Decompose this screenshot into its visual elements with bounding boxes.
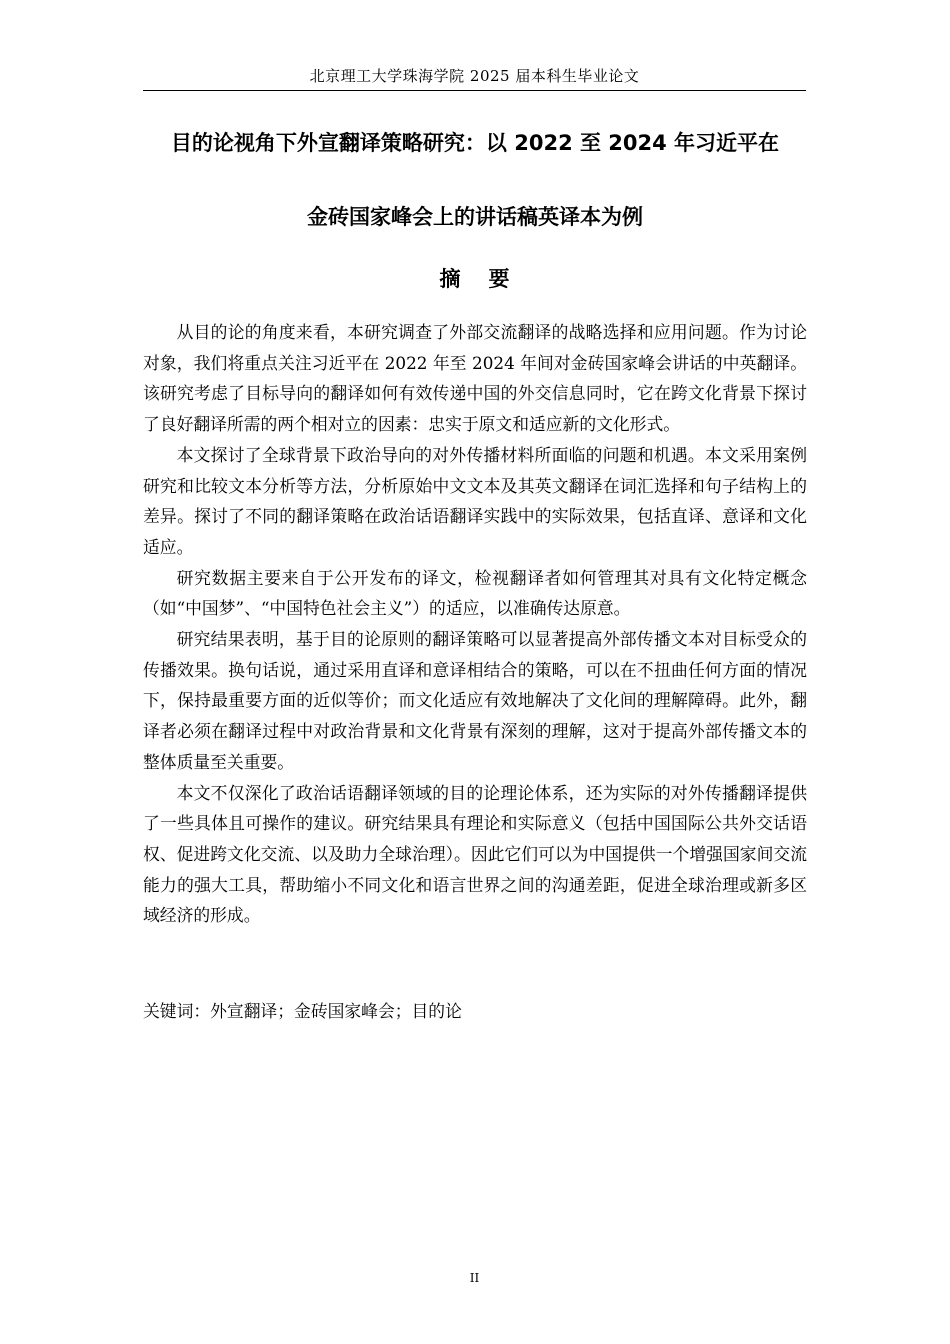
page-number: II [469,1271,480,1285]
abstract-paragraph-5: 本文不仅深化了政治话语翻译领域的目的论理论体系，还为实际的对外传播翻译提供了一些具体且可操作的建议。研究结果具有理论和实际意义（包括中国国际公共外交话语权、促进跨文化交流、以及助力全球治理）。因此它们可以为中国提供一个增强国家间交流能力的强大工具，帮助缩小不同文化和语言世界之间的沟通差距，促进全球治理或新多区域经济的形成。 [143,782,807,926]
header-divider [143,90,806,91]
abstract-paragraph-2: 本文探讨了全球背景下政治导向的对外传播材料所面临的问题和机遇。本文采用案例研究和比较文本分析等方法，分析原始中文文本及其英文翻译在词汇选择和句子结构上的差异。探讨了不同的翻译策略在政治话语翻译实践中的实际效果，包括直译、意译和文化适应。 [143,444,807,557]
thesis-title-line-1: 目的论视角下外宣翻译策略研究：以 2022 至 2024 年习近平在 [170,131,780,155]
abstract-paragraph-1: 从目的论的角度来看，本研究调查了外部交流翻译的战略选择和应用问题。作为讨论对象，我们将重点关注习近平在 2022 年至 2024 年间对金砖国家峰会讲话的中英翻译。该研究考虑了目标导向的翻译如何有效传递中国的外交信息同时，它在跨文化背景下探讨了良好翻译所需的两个相对立的因素：忠实于原文和适应新的文化形式。 [143,322,807,435]
abstract-heading: 摘要 [439,267,538,291]
abstract-body [143,317,807,931]
abstract-paragraph-4: 研究结果表明，基于目的论原则的翻译策略可以显著提高外部传播文本对目标受众的传播效果。换句话说，通过采用直译和意译相结合的策略，可以在不扭曲任何方面的情况下，保持最重要方面的近似等价；而文化适应有效地解决了文化间的理解障碍。此外，翻译者必须在翻译过程中对政治背景和文化背景有深刻的理解，这对于提高外部传播文本的整体质量至关重要。 [143,629,807,772]
running-header: 北京理工大学珠海学院 2025 届本科生毕业论文 [309,67,640,85]
abstract-paragraph-3: 研究数据主要来自于公开发布的译文，检视翻译者如何管理其对具有文化特定概念（如“中国梦”、“中国特色社会主义”）的适应，以准确传达原意。 [143,567,807,619]
keywords-line: 关键词：外宣翻译；金砖国家峰会；目的论 [143,1001,462,1021]
thesis-title-line-2: 金砖国家峰会上的讲话稿英译本为例 [307,205,643,229]
